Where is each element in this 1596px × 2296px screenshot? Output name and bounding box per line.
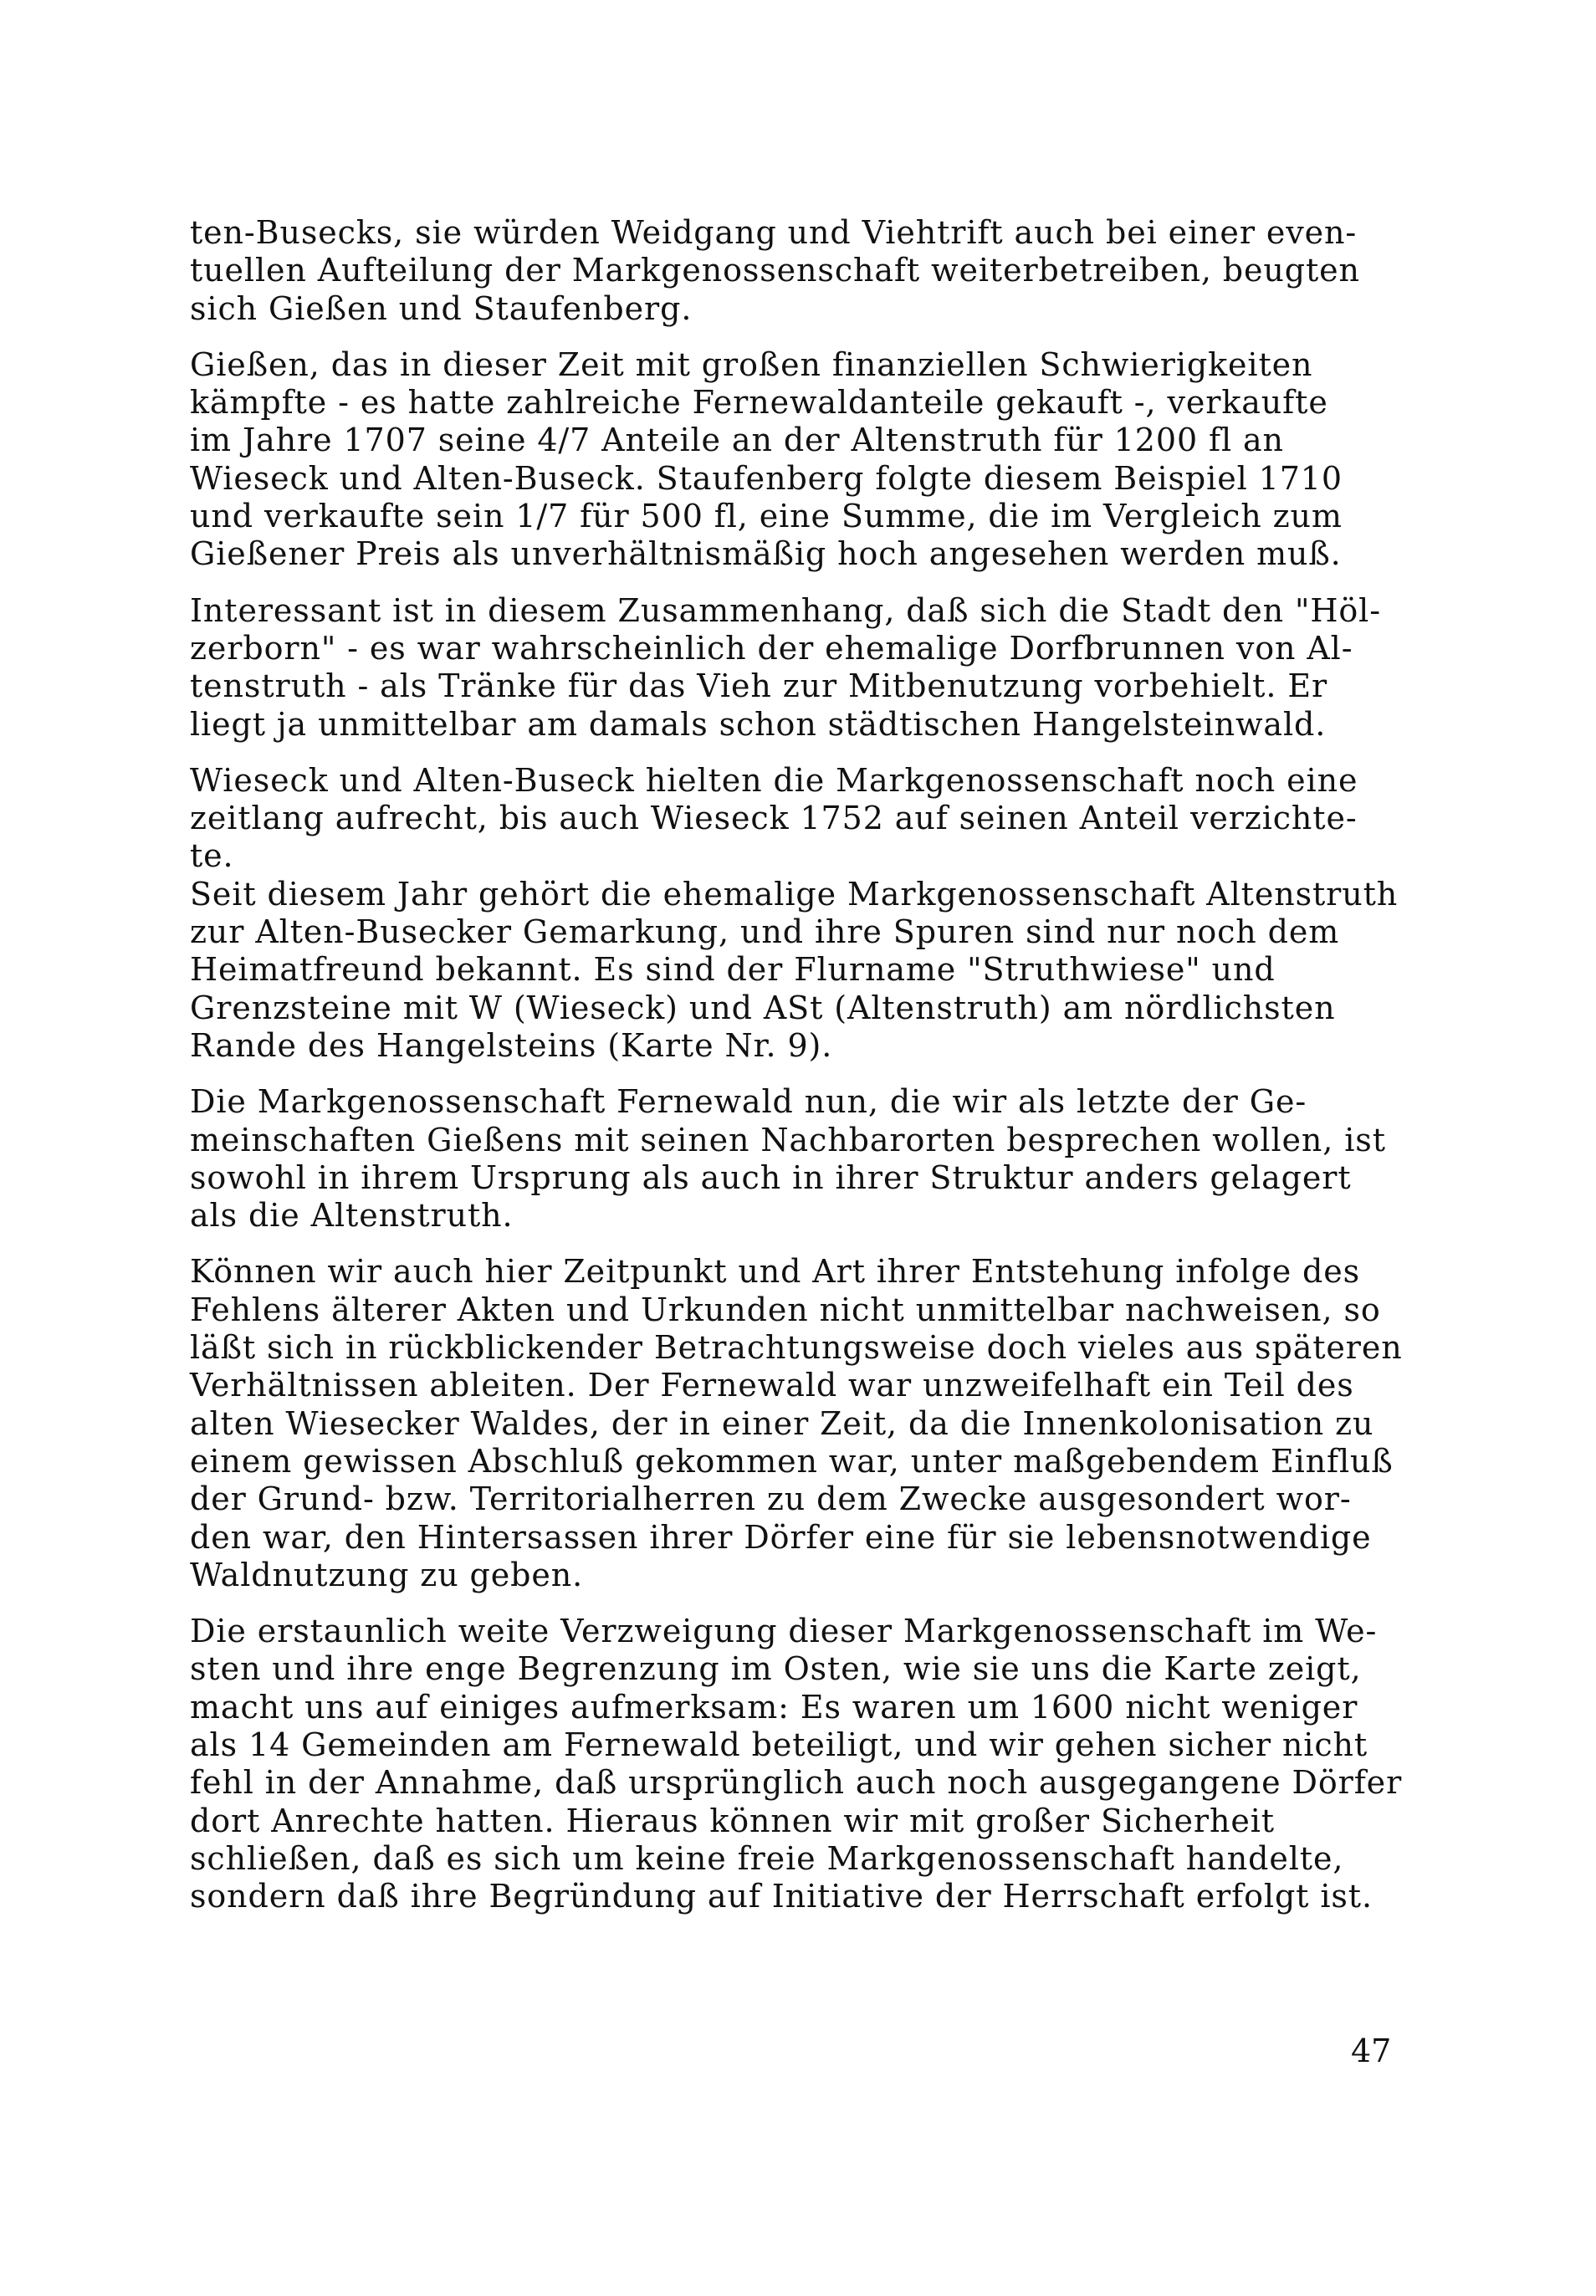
paragraph-2: Gießen, das in dieser Zeit mit großen finanziellen Schwierigkeiten kämpfte - es hatte zahlreiche Fernewaldanteile gekauft -, verkaufte im Jahre 1707 seine 4/7 Anteile an der Altenstruth für 1200 fl an Wieseck und Alten-Buseck. Staufenberg folgte diesem Beispiel 1710 und verkaufte sein 1/7 für 500 fl, eine Summe, die im Vergleich zum Gießener Preis als unverhältnismäßig hoch angesehen werden muß. (190, 345, 1343, 573)
paragraph-6: Die Markgenossenschaft Fernewald nun, die wir als letzte der Ge- meinschaften Gießens mit seinen Nachbarorten besprechen wollen, ist sowohl in ihrem Ursprung als auch in ihrer Struktur anders gelagert als die Altenstruth. (190, 1083, 1386, 1235)
paragraph-7: Können wir auch hier Zeitpunkt und Art ihrer Entstehung infolge des Fehlens älterer Akten und Urkunden nicht unmittelbar nachweisen, so läßt sich in rückblickender Betrachtungsweise doch vieles aus späteren Verhältnissen ableiten. Der Fernewald war unzweifelhaft ein Teil des alten Wiesecker Waldes, der in einer Zeit, da die Innenkolonisation zu einem gewissen Abschluß gekommen war, unter maßgebendem Einfluß der Grund- bzw. Territorialherren zu dem Zwecke ausgesondert wor- den war, den Hintersassen ihrer Dörfer eine für sie lebensnotwendige Waldnutzung zu geben. (190, 1253, 1403, 1593)
body-text (190, 214, 1425, 1934)
paragraph-5: Seit diesem Jahr gehört die ehemalige Markgenossenschaft Altenstruth zur Alten-Busecker Gemarkung, und ihre Spuren sind nur noch dem Heimatfreund bekannt. Es sind der Flurname "Struthwiese" und Grenzsteine mit W (Wieseck) und ASt (Altenstruth) am nördlichsten Rande des Hangelsteins (Karte Nr. 9). (190, 875, 1399, 1064)
page-number: 47 (1351, 2033, 1392, 2069)
paragraph-1: ten-Busecks, sie würden Weidgang und Viehtrift auch bei einer even- tuellen Aufteilung der Markgenossenschaft weiterbetreiben, beugten sich Gießen und Staufenberg. (190, 214, 1360, 327)
paragraph-4: Wieseck und Alten-Buseck hielten die Markgenossenschaft noch eine zeitlang aufrecht, bis auch Wieseck 1752 auf seinen Anteil verzichte- te. (190, 761, 1358, 875)
paragraph-8: Die erstaunlich weite Verzweigung dieser Markgenossenschaft im We- sten und ihre enge Begrenzung im Osten, wie sie uns die Karte zeigt, macht uns auf einiges aufmerksam: Es waren um 1600 nicht weniger als 14 Gemeinden am Fernewald beteiligt, und wir gehen sicher nicht fehl in der Annahme, daß ursprünglich auch noch ausgegangene Dörfer dort Anrechte hatten. Hieraus können wir mit großer Sicherheit schließen, daß es sich um keine freie Markgenossenschaft handelte, sondern daß ihre Begründung auf Initiative der Herrschaft erfolgt ist. (190, 1613, 1403, 1915)
paragraph-3: Interessant ist in diesem Zusammenhang, daß sich die Stadt den "Höl- zerborn" - es war wahrscheinlich der ehemalige Dorfbrunnen von Al- tenstruth - als Tränke für das Vieh zur Mitbenutzung vorbehielt. Er liegt ja unmittelbar am damals schon städtischen Hangelsteinwald. (190, 591, 1381, 743)
